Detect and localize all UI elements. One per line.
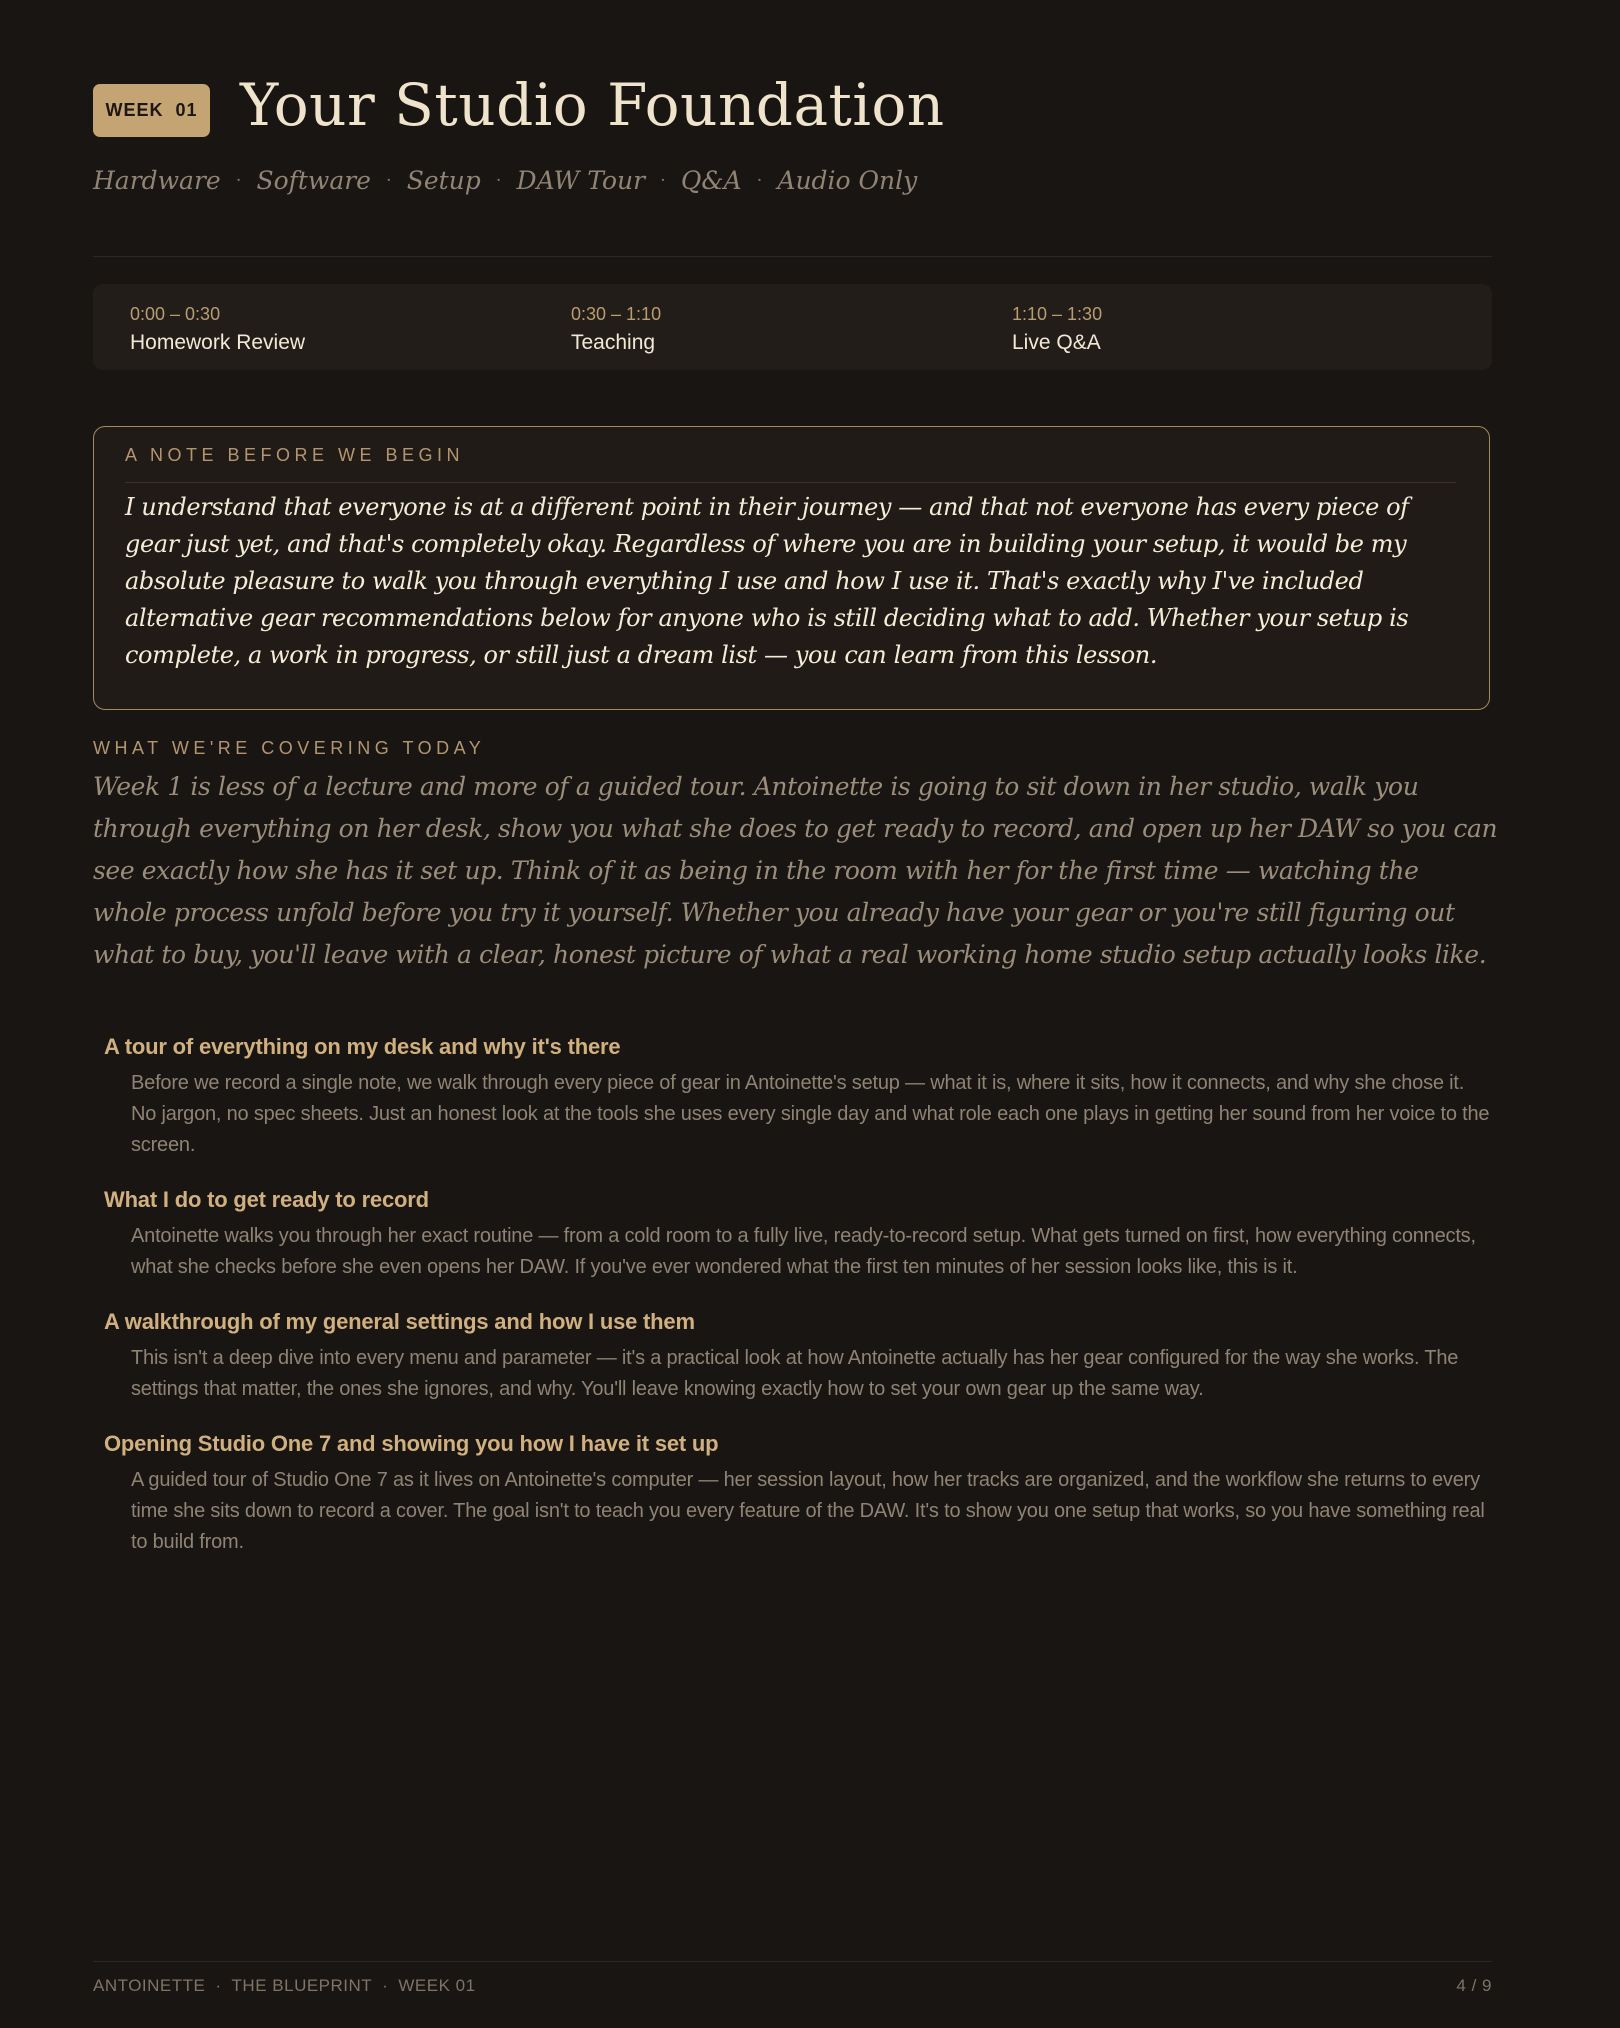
topic-item: [104, 1309, 1494, 1405]
topic-list: [104, 1034, 1494, 1584]
tag-separator: ·: [385, 170, 392, 191]
footer-author: ANTOINETTE: [93, 1976, 206, 1995]
covering-body: Week 1 is less of a lecture and more of a guided tour. Antoinette is going to sit down in her studio, walk you through everything on her desk, show you what she does to get ready to record, and open up her DAW so you can see exactly how she has it set up. Think of it as being in the room with her for the first time — watching the whole process unfold before you try it yourself. Whether you already have your gear or you're still figuring out what to buy, you'll leave with a clear, honest picture of what a real working home studio setup actually looks like.: [93, 772, 1498, 969]
topic-description: Antoinette walks you through her exact routine — from a cold room to a fully live, ready-to-record setup. What gets turned on first, how everything connects, what she checks before she even opens her DAW. If you've ever wondered what the first ten minutes of her session looks like, this is it.: [131, 1225, 1476, 1278]
topic-description: This isn't a deep dive into every menu and parameter — it's a practical look at how Antoinette actually has her gear configured for the way she works. The settings that matter, the ones she ignores, and why. You'll leave knowing exactly how to set your own gear up the same way.: [131, 1347, 1459, 1400]
footer-divider: [93, 1961, 1492, 1962]
note-heading: A NOTE BEFORE WE BEGIN: [125, 445, 465, 465]
topic-item: [104, 1034, 1494, 1161]
header: [93, 62, 945, 148]
topic-item: [104, 1187, 1494, 1283]
schedule-slot-teaching: [571, 304, 661, 355]
note-divider: [125, 482, 1456, 483]
page-title: Your Studio Foundation: [240, 71, 945, 139]
topic-title: A walkthrough of my general settings and how I use them: [104, 1309, 695, 1334]
footer-credits: [93, 1976, 476, 1996]
tag-setup: Setup: [406, 166, 481, 195]
note-callout: [93, 426, 1490, 710]
footer-week: WEEK 01: [398, 1976, 476, 1995]
tag-qa: Q&A: [680, 166, 742, 195]
slot-time: 0:30 – 1:10: [571, 304, 662, 324]
tag-separator: ·: [235, 170, 242, 191]
tag-software: Software: [256, 166, 371, 195]
note-body: I understand that everyone is at a different point in their journey — and that not everyone has every piece of gear just yet, and that's completely okay. Regardless of where you are in building your setup, it would be my absolute pleasure to walk you through everything I use and how I use it. That's exactly why I've included alternative gear recommendations below for anyone who is still deciding what to add. Whether your setup is complete, a work in progress, or still just a dream list — you can learn from this lesson.: [125, 493, 1409, 669]
slot-time: 1:10 – 1:30: [1012, 304, 1103, 324]
footer-course: THE BLUEPRINT: [231, 1976, 373, 1995]
page: [93, 0, 1498, 2028]
topic-title: Opening Studio One 7 and showing you how I have it set up: [104, 1431, 719, 1456]
schedule-bar: [93, 284, 1492, 370]
schedule-slot-homework-review: [130, 304, 305, 355]
topic-description: A guided tour of Studio One 7 as it lives on Antoinette's computer — her session layout, how her tracks are organized, and the workflow she returns to every time she sits down to record a cover. The goal isn't to teach you every feature of the DAW. It's to show you one setup that works, so you have something real to build from.: [131, 1469, 1485, 1553]
topic-title: What I do to get ready to record: [104, 1187, 429, 1212]
tag-separator: ·: [495, 170, 502, 191]
topic-item: [104, 1431, 1494, 1558]
tag-separator: ·: [660, 170, 666, 191]
slot-label: Homework Review: [130, 331, 306, 354]
schedule-slot-live-qa: [1012, 304, 1102, 355]
header-divider: [93, 256, 1492, 257]
topic-description: Before we record a single note, we walk through every piece of gear in Antoinette's setup — what it is, where it sits, how it connects, and why she chose it. No jargon, no spec sheets. Just an honest look at the tools she uses every single day and what role each one plays in getting her sound from her voice to the screen.: [131, 1072, 1490, 1156]
footer-separator: ·: [382, 1976, 389, 1995]
tag-daw-tour: DAW Tour: [516, 166, 646, 195]
week-badge: WEEK 01: [93, 84, 210, 137]
covering-heading: WHAT WE'RE COVERING TODAY: [93, 738, 486, 758]
slot-label: Teaching: [571, 331, 656, 354]
slot-label: Live Q&A: [1012, 331, 1101, 354]
page-number: 4 / 9: [1456, 1976, 1492, 1995]
topic-tags: [93, 166, 917, 195]
tag-separator: ·: [756, 170, 763, 191]
slot-time: 0:00 – 0:30: [130, 304, 221, 324]
tag-audio-only: Audio Only: [777, 166, 918, 195]
topic-title: A tour of everything on my desk and why it's there: [104, 1034, 621, 1059]
footer-separator: ·: [215, 1976, 222, 1995]
tag-hardware: Hardware: [93, 166, 221, 195]
